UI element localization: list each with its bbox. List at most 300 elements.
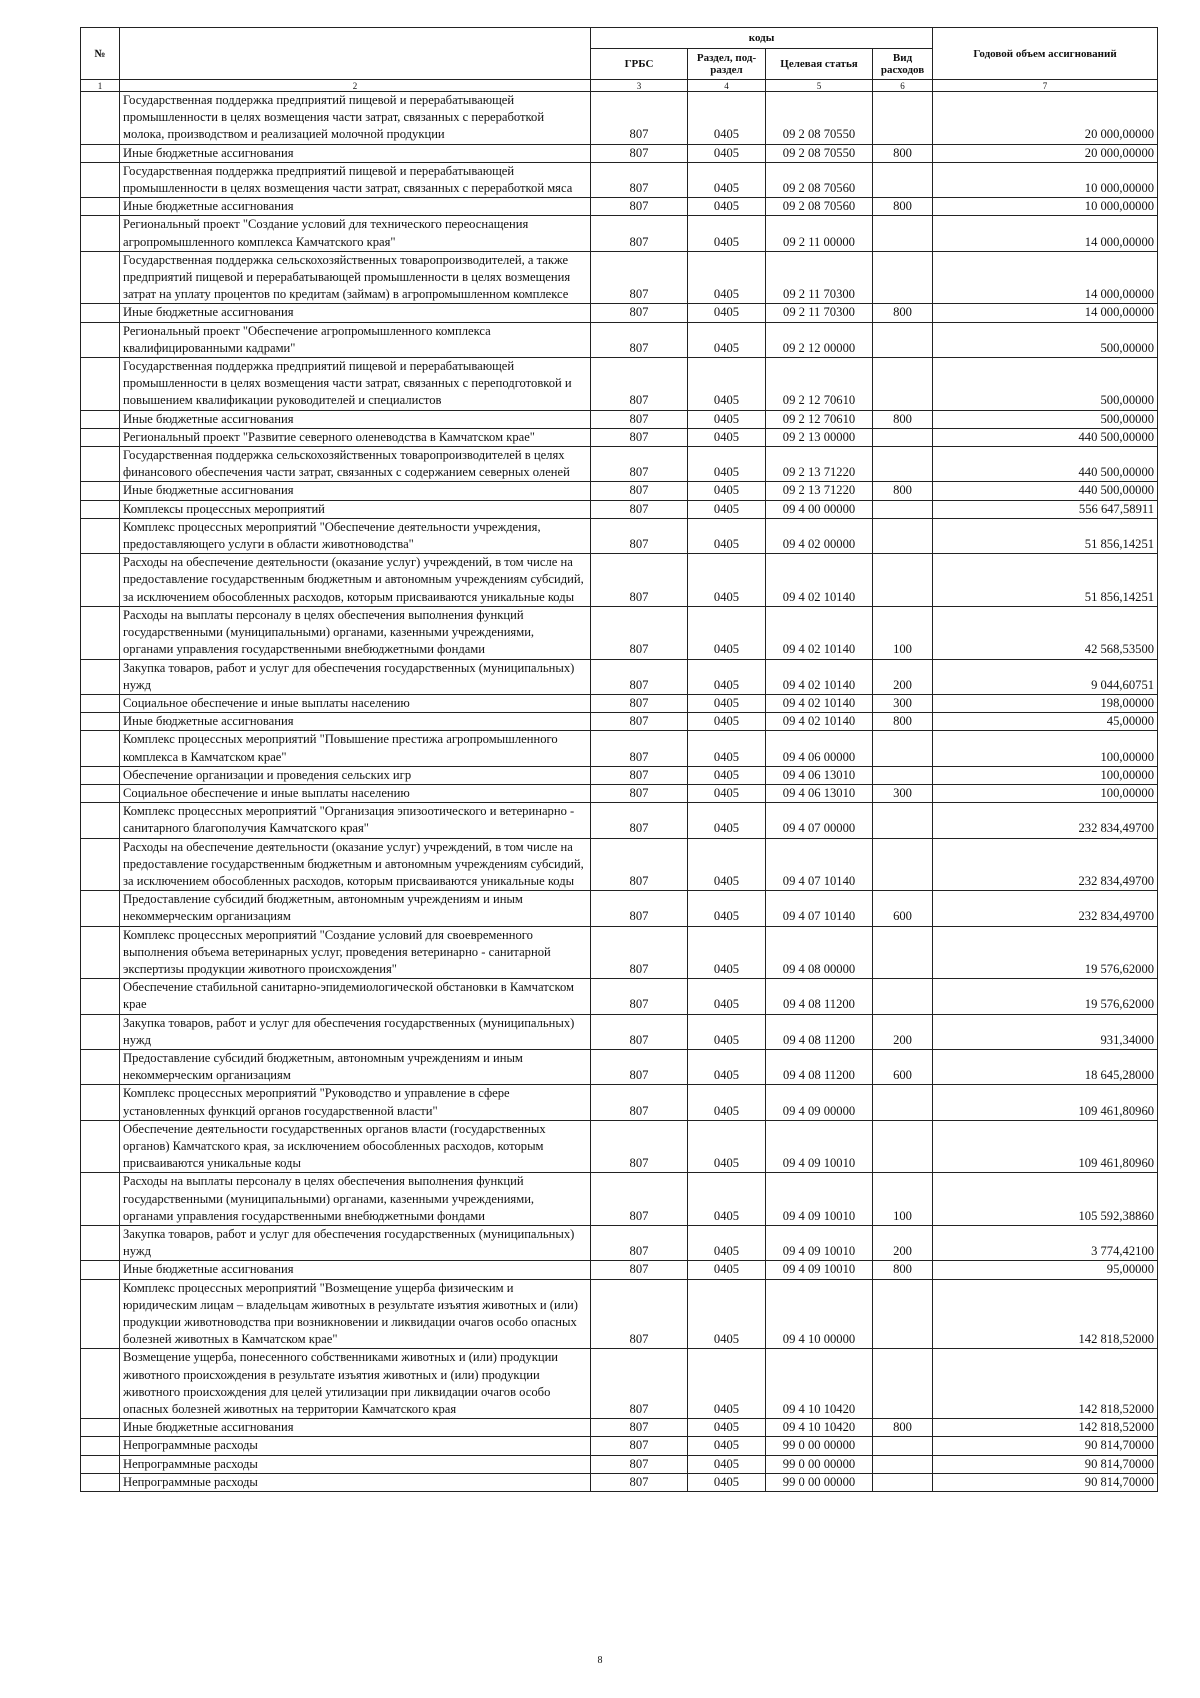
header-no: № [81,28,120,80]
grbs-cell: 807 [591,322,688,357]
column-number: 5 [766,80,873,92]
expense-type-cell [873,500,933,518]
item-name-cell: Иные бюджетные ассигнования [120,1419,591,1437]
target-article-cell: 09 2 13 71220 [766,482,873,500]
row-number-cell [81,1120,120,1173]
table-row [81,1261,1158,1279]
grbs-cell: 807 [591,1085,688,1120]
grbs-cell: 807 [591,1473,688,1491]
table-row [81,162,1158,197]
razdel-cell: 0405 [688,554,766,607]
expense-type-cell: 600 [873,1049,933,1084]
expense-type-cell [873,447,933,482]
razdel-cell: 0405 [688,500,766,518]
allocation-sum-cell: 100,00000 [933,784,1158,802]
row-number-cell [81,731,120,766]
grbs-cell: 807 [591,447,688,482]
table-row [81,428,1158,446]
target-article-cell: 09 4 06 13010 [766,784,873,802]
budget-table [80,27,1158,1492]
grbs-cell: 807 [591,713,688,731]
table-row [81,518,1158,553]
expense-type-cell: 300 [873,784,933,802]
expense-type-cell: 800 [873,1261,933,1279]
grbs-cell: 807 [591,1049,688,1084]
item-name-cell: Закупка товаров, работ и услуг для обеспечения государственных (муниципальных) нужд [120,659,591,694]
table-row [81,482,1158,500]
allocation-sum-cell: 500,00000 [933,358,1158,411]
grbs-cell: 807 [591,92,688,145]
table-row [81,606,1158,659]
target-article-cell: 09 4 06 13010 [766,766,873,784]
column-number: 6 [873,80,933,92]
table-row [81,92,1158,145]
table-row [81,891,1158,926]
row-number-cell [81,304,120,322]
expense-type-cell [873,358,933,411]
table-row [81,1437,1158,1455]
row-number-cell [81,447,120,482]
item-name-cell: Комплекс процессных мероприятий "Создание условий для своевременного выполнения объема ветеринарных услуг, проведения ветеринарно - санитарной экспертизы продукции животного происхождения" [120,926,591,979]
razdel-cell: 0405 [688,803,766,838]
expense-type-cell: 200 [873,659,933,694]
grbs-cell: 807 [591,198,688,216]
razdel-cell: 0405 [688,1473,766,1491]
expense-type-cell: 800 [873,482,933,500]
table-row [81,447,1158,482]
expense-type-cell: 100 [873,606,933,659]
razdel-cell: 0405 [688,518,766,553]
expense-type-cell [873,1473,933,1491]
razdel-cell: 0405 [688,766,766,784]
table-row [81,1455,1158,1473]
allocation-sum-cell: 19 576,62000 [933,926,1158,979]
row-number-cell [81,926,120,979]
expense-type-cell: 800 [873,713,933,731]
table-row [81,838,1158,891]
expense-type-cell: 300 [873,694,933,712]
row-number-cell [81,198,120,216]
table-row [81,1173,1158,1226]
expense-type-cell [873,803,933,838]
table-row [81,979,1158,1014]
row-number-cell [81,1049,120,1084]
target-article-cell: 09 4 07 10140 [766,891,873,926]
grbs-cell: 807 [591,1173,688,1226]
item-name-cell: Предоставление субсидий бюджетным, автономным учреждениям и иным некоммерческим организациям [120,891,591,926]
expense-type-cell [873,554,933,607]
item-name-cell: Комплекс процессных мероприятий "Обеспечение деятельности учреждения, предоставляющего услуги в области животноводства" [120,518,591,553]
razdel-cell: 0405 [688,1049,766,1084]
item-name-cell: Предоставление субсидий бюджетным, автономным учреждениям и иным некоммерческим организациям [120,1049,591,1084]
row-number-cell [81,1473,120,1491]
target-article-cell: 09 4 02 10140 [766,713,873,731]
target-article-cell: 09 2 11 00000 [766,216,873,251]
expense-type-cell [873,518,933,553]
column-number: 2 [120,80,591,92]
razdel-cell: 0405 [688,198,766,216]
razdel-cell: 0405 [688,1120,766,1173]
table-row [81,694,1158,712]
target-article-cell: 09 4 09 00000 [766,1085,873,1120]
page-number: 8 [597,1655,603,1666]
column-numbers-row [81,80,1158,92]
item-name-cell: Иные бюджетные ассигнования [120,1261,591,1279]
allocation-sum-cell: 19 576,62000 [933,979,1158,1014]
grbs-cell: 807 [591,1437,688,1455]
allocation-sum-cell: 109 461,80960 [933,1085,1158,1120]
item-name-cell: Закупка товаров, работ и услуг для обеспечения государственных (муниципальных) нужд [120,1014,591,1049]
target-article-cell: 09 4 10 10420 [766,1419,873,1437]
expense-type-cell [873,251,933,304]
grbs-cell: 807 [591,766,688,784]
grbs-cell: 807 [591,1419,688,1437]
item-name-cell: Расходы на обеспечение деятельности (оказание услуг) учреждений, в том числе на предоставление государственным бюджетным и автономным учреждениям субсидий, за исключением обособленных расходов, которым присваиваются уникальные коды [120,838,591,891]
item-name-cell: Региональный проект "Создание условий для технического переоснащения агропромышленного комплекса Камчатского края" [120,216,591,251]
grbs-cell: 807 [591,304,688,322]
target-article-cell: 09 4 08 00000 [766,926,873,979]
expense-type-cell [873,1279,933,1349]
item-name-cell: Иные бюджетные ассигнования [120,144,591,162]
item-name-cell: Иные бюджетные ассигнования [120,482,591,500]
item-name-cell: Иные бюджетные ассигнования [120,410,591,428]
allocation-sum-cell: 232 834,49700 [933,891,1158,926]
table-row [81,251,1158,304]
item-name-cell: Государственная поддержка сельскохозяйственных товаропроизводителей в целях финансового обеспечения части затрат, связанных с содержанием северных оленей [120,447,591,482]
allocation-sum-cell: 42 568,53500 [933,606,1158,659]
row-number-cell [81,322,120,357]
row-number-cell [81,482,120,500]
razdel-cell: 0405 [688,838,766,891]
table-row [81,713,1158,731]
expense-type-cell: 100 [873,1173,933,1226]
expense-type-cell: 200 [873,1014,933,1049]
row-number-cell [81,1085,120,1120]
target-article-cell: 09 4 06 00000 [766,731,873,766]
grbs-cell: 807 [591,1120,688,1173]
allocation-sum-cell: 440 500,00000 [933,447,1158,482]
table-row [81,216,1158,251]
allocation-sum-cell: 931,34000 [933,1014,1158,1049]
target-article-cell: 09 2 08 70560 [766,162,873,197]
table-row [81,1120,1158,1173]
target-article-cell: 09 2 12 70610 [766,410,873,428]
expense-type-cell [873,766,933,784]
row-number-cell [81,766,120,784]
allocation-sum-cell: 10 000,00000 [933,162,1158,197]
allocation-sum-cell: 198,00000 [933,694,1158,712]
target-article-cell: 09 4 10 10420 [766,1349,873,1419]
razdel-cell: 0405 [688,410,766,428]
table-row [81,1419,1158,1437]
row-number-cell [81,358,120,411]
header-sum: Годовой объем ассигнований [933,28,1158,80]
razdel-cell: 0405 [688,1014,766,1049]
target-article-cell: 09 4 07 10140 [766,838,873,891]
table-row [81,322,1158,357]
allocation-sum-cell: 90 814,70000 [933,1455,1158,1473]
allocation-sum-cell: 232 834,49700 [933,838,1158,891]
target-article-cell: 09 4 09 10010 [766,1120,873,1173]
allocation-sum-cell: 3 774,42100 [933,1226,1158,1261]
expense-type-cell: 600 [873,891,933,926]
grbs-cell: 807 [591,518,688,553]
row-number-cell [81,1226,120,1261]
grbs-cell: 807 [591,1455,688,1473]
grbs-cell: 807 [591,979,688,1014]
column-number: 4 [688,80,766,92]
item-name-cell: Комплекс процессных мероприятий "Возмещение ущерба физическим и юридическим лицам – владельцам животных в результате изъятия животных и (или) продукции животноводства при возникновении и ликвидации очагов особо опасных болезней животных в Камчатском крае" [120,1279,591,1349]
razdel-cell: 0405 [688,428,766,446]
row-number-cell [81,606,120,659]
target-article-cell: 09 4 02 00000 [766,518,873,553]
grbs-cell: 807 [591,251,688,304]
item-name-cell: Обеспечение деятельности государственных органов власти (государственных органов) Камчатского края, за исключением обособленных расходов, которым присваиваются уникальные коды [120,1120,591,1173]
header-expense-type: Вид расходов [873,49,933,80]
grbs-cell: 807 [591,1261,688,1279]
allocation-sum-cell: 100,00000 [933,766,1158,784]
target-article-cell: 09 2 12 70610 [766,358,873,411]
expense-type-cell: 200 [873,1226,933,1261]
column-number: 7 [933,80,1158,92]
allocation-sum-cell: 45,00000 [933,713,1158,731]
expense-type-cell [873,216,933,251]
razdel-cell: 0405 [688,92,766,145]
grbs-cell: 807 [591,694,688,712]
table-row [81,1473,1158,1491]
razdel-cell: 0405 [688,447,766,482]
expense-type-cell [873,979,933,1014]
table-row [81,500,1158,518]
table-row [81,766,1158,784]
row-number-cell [81,713,120,731]
expense-type-cell [873,92,933,145]
header-razdel: Раздел, под-раздел [688,49,766,80]
target-article-cell: 09 4 08 11200 [766,1049,873,1084]
allocation-sum-cell: 51 856,14251 [933,554,1158,607]
razdel-cell: 0405 [688,304,766,322]
expense-type-cell [873,1085,933,1120]
allocation-sum-cell: 20 000,00000 [933,92,1158,145]
razdel-cell: 0405 [688,482,766,500]
item-name-cell: Комплексы процессных мероприятий [120,500,591,518]
row-number-cell [81,1173,120,1226]
row-number-cell [81,659,120,694]
expense-type-cell: 800 [873,1419,933,1437]
razdel-cell: 0405 [688,1226,766,1261]
expense-type-cell [873,1349,933,1419]
budget-sheet [80,27,1157,1492]
allocation-sum-cell: 18 645,28000 [933,1049,1158,1084]
razdel-cell: 0405 [688,322,766,357]
grbs-cell: 807 [591,1279,688,1349]
allocation-sum-cell: 51 856,14251 [933,518,1158,553]
expense-type-cell [873,1120,933,1173]
grbs-cell: 807 [591,358,688,411]
grbs-cell: 807 [591,803,688,838]
table-row [81,1226,1158,1261]
grbs-cell: 807 [591,731,688,766]
row-number-cell [81,1419,120,1437]
razdel-cell: 0405 [688,926,766,979]
grbs-cell: 807 [591,606,688,659]
table-row [81,803,1158,838]
table-row [81,410,1158,428]
expense-type-cell: 800 [873,410,933,428]
item-name-cell: Расходы на выплаты персоналу в целях обеспечения выполнения функций государственными (муниципальными) органами, казенными учреждениями, органами управления государственными внебюджетными фондами [120,1173,591,1226]
budget-rows [81,92,1158,1492]
allocation-sum-cell: 14 000,00000 [933,216,1158,251]
target-article-cell: 09 2 12 00000 [766,322,873,357]
table-row [81,926,1158,979]
item-name-cell: Непрограммные расходы [120,1455,591,1473]
table-row [81,1014,1158,1049]
razdel-cell: 0405 [688,251,766,304]
razdel-cell: 0405 [688,606,766,659]
allocation-sum-cell: 142 818,52000 [933,1279,1158,1349]
allocation-sum-cell: 142 818,52000 [933,1419,1158,1437]
target-article-cell: 09 4 08 11200 [766,1014,873,1049]
item-name-cell: Расходы на обеспечение деятельности (оказание услуг) учреждений, в том числе на предоставление государственным бюджетным и автономным учреждениям субсидий, за исключением обособленных расходов, которым присваиваются уникальные коды [120,554,591,607]
table-row [81,784,1158,802]
expense-type-cell: 800 [873,198,933,216]
item-name-cell: Государственная поддержка сельскохозяйственных товаропроизводителей, а также предприятий пищевой и перерабатывающей промышленности в целях возмещения затрат на уплату процентов по кредитам (займам) в агропромышленном комплексе [120,251,591,304]
item-name-cell: Иные бюджетные ассигнования [120,198,591,216]
header-target-article: Целевая статья [766,49,873,80]
target-article-cell: 09 4 07 00000 [766,803,873,838]
row-number-cell [81,1455,120,1473]
row-number-cell [81,251,120,304]
row-number-cell [81,428,120,446]
row-number-cell [81,216,120,251]
grbs-cell: 807 [591,500,688,518]
target-article-cell: 09 2 08 70560 [766,198,873,216]
row-number-cell [81,1014,120,1049]
razdel-cell: 0405 [688,1173,766,1226]
target-article-cell: 09 2 13 00000 [766,428,873,446]
allocation-sum-cell: 95,00000 [933,1261,1158,1279]
expense-type-cell [873,428,933,446]
table-row [81,144,1158,162]
razdel-cell: 0405 [688,713,766,731]
target-article-cell: 09 2 11 70300 [766,251,873,304]
expense-type-cell [873,838,933,891]
row-number-cell [81,162,120,197]
row-number-cell [81,838,120,891]
item-name-cell: Комплекс процессных мероприятий "Руководство и управление в сфере установленных функций органов государственной власти" [120,1085,591,1120]
allocation-sum-cell: 440 500,00000 [933,428,1158,446]
table-row [81,304,1158,322]
grbs-cell: 807 [591,554,688,607]
row-number-cell [81,518,120,553]
grbs-cell: 807 [591,838,688,891]
header-grbs: ГРБС [591,49,688,80]
grbs-cell: 807 [591,428,688,446]
expense-type-cell: 800 [873,144,933,162]
razdel-cell: 0405 [688,891,766,926]
table-row [81,358,1158,411]
table-row [81,1049,1158,1084]
table-row [81,731,1158,766]
allocation-sum-cell: 14 000,00000 [933,304,1158,322]
target-article-cell: 09 4 09 10010 [766,1173,873,1226]
razdel-cell: 0405 [688,216,766,251]
table-row [81,1279,1158,1349]
expense-type-cell [873,926,933,979]
allocation-sum-cell: 142 818,52000 [933,1349,1158,1419]
item-name-cell: Государственная поддержка предприятий пищевой и перерабатывающей промышленности в целях возмещения части затрат, связанных с переработкой мяса [120,162,591,197]
grbs-cell: 807 [591,162,688,197]
razdel-cell: 0405 [688,1261,766,1279]
table-row [81,659,1158,694]
item-name-cell: Иные бюджетные ассигнования [120,304,591,322]
target-article-cell: 09 4 09 10010 [766,1261,873,1279]
razdel-cell: 0405 [688,144,766,162]
column-number: 3 [591,80,688,92]
target-article-cell: 09 4 08 11200 [766,979,873,1014]
allocation-sum-cell: 440 500,00000 [933,482,1158,500]
item-name-cell: Государственная поддержка предприятий пищевой и перерабатывающей промышленности в целях возмещения части затрат, связанных с переподготовкой и повышением квалификации руководителей и специалистов [120,358,591,411]
razdel-cell: 0405 [688,731,766,766]
target-article-cell: 99 0 00 00000 [766,1455,873,1473]
header-codes: коды [591,28,933,49]
target-article-cell: 09 4 02 10140 [766,659,873,694]
razdel-cell: 0405 [688,784,766,802]
allocation-sum-cell: 100,00000 [933,731,1158,766]
header-name [120,28,591,80]
allocation-sum-cell: 9 044,60751 [933,659,1158,694]
grbs-cell: 807 [591,926,688,979]
allocation-sum-cell: 10 000,00000 [933,198,1158,216]
target-article-cell: 09 2 13 71220 [766,447,873,482]
razdel-cell: 0405 [688,979,766,1014]
grbs-cell: 807 [591,216,688,251]
row-number-cell [81,979,120,1014]
razdel-cell: 0405 [688,1279,766,1349]
item-name-cell: Расходы на выплаты персоналу в целях обеспечения выполнения функций государственными (муниципальными) органами, казенными учреждениями, органами управления государственными внебюджетными фондами [120,606,591,659]
item-name-cell: Непрограммные расходы [120,1473,591,1491]
grbs-cell: 807 [591,1014,688,1049]
expense-type-cell [873,731,933,766]
target-article-cell: 09 2 08 70550 [766,92,873,145]
target-article-cell: 09 2 08 70550 [766,144,873,162]
allocation-sum-cell: 556 647,58911 [933,500,1158,518]
item-name-cell: Закупка товаров, работ и услуг для обеспечения государственных (муниципальных) нужд [120,1226,591,1261]
row-number-cell [81,554,120,607]
target-article-cell: 09 4 02 10140 [766,554,873,607]
target-article-cell: 99 0 00 00000 [766,1437,873,1455]
item-name-cell: Непрограммные расходы [120,1437,591,1455]
grbs-cell: 807 [591,891,688,926]
item-name-cell: Комплекс процессных мероприятий "Повышение престижа агропромышленного комплекса в Камчатском крае" [120,731,591,766]
target-article-cell: 09 4 10 00000 [766,1279,873,1349]
allocation-sum-cell: 109 461,80960 [933,1120,1158,1173]
razdel-cell: 0405 [688,1085,766,1120]
row-number-cell [81,1279,120,1349]
grbs-cell: 807 [591,410,688,428]
row-number-cell [81,92,120,145]
item-name-cell: Обеспечение организации и проведения сельских игр [120,766,591,784]
expense-type-cell: 800 [873,304,933,322]
item-name-cell: Социальное обеспечение и иные выплаты населению [120,694,591,712]
table-row [81,198,1158,216]
razdel-cell: 0405 [688,358,766,411]
item-name-cell: Возмещение ущерба, понесенного собственниками животных и (или) продукции животного происхождения в результате изъятия животных и (или) продукции животного происхождения для целей утилизации при ликвидации очагов особо опасных болезней животных на территории Камчатского края [120,1349,591,1419]
item-name-cell: Комплекс процессных мероприятий "Организация эпизоотического и ветеринарно - санитарного благополучия Камчатского края" [120,803,591,838]
table-row [81,1349,1158,1419]
razdel-cell: 0405 [688,1349,766,1419]
target-article-cell: 99 0 00 00000 [766,1473,873,1491]
